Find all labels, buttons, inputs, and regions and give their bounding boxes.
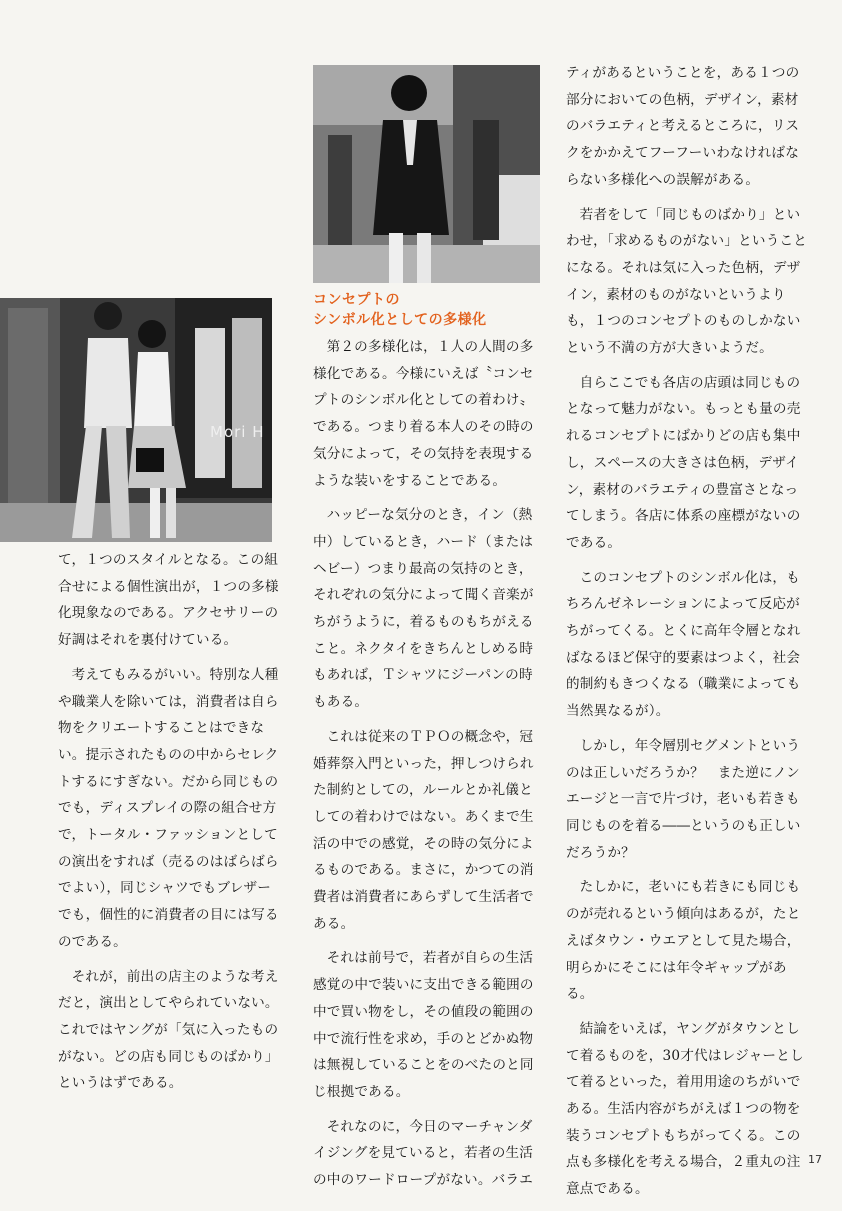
paragraph: このコンセプトのシンボル化は，もちろんゼネレーションによって反応がちがってくる。とくに高年令層となればなるほど保守的要素はつよく，社会的制約もきつくなる（職業によっても当然異なるが）。 (566, 569, 801, 720)
section-heading-line1: コンセプトの (313, 292, 400, 308)
paragraph: たしかに，老いにも若きにも同じものが売れるという傾向はあるが，たとえばタウン・ウエアとして見た場合，明らかにそこには年令ギャップがある。 (566, 879, 801, 1003)
paragraph: ハッピーな気分のとき，イン（熱中）しているとき，ハード（またはヘビー）つまり最高の気持のとき，それぞれの気分によって聞く音楽がちがうように，着るものもちがえること。ネクタイをきちんとしめる時もあれば，Ｔシャツにジーパンの時もある。 (313, 507, 534, 711)
paragraph: それが，前出の店主のような考えだと，演出としてやられていない。これではヤングが「気に入ったものがない。どの店も同じものばかり」というはずである。 (58, 968, 279, 1092)
paragraph: それなのに，今日のマーチャンダイジングを見ていると，若者の生活の中のワードロープがない。バラエ (313, 1118, 534, 1189)
paragraph: て，１つのスタイルとなる。この組合せによる個性演出が，１つの多様化現象なのである。アクセサリーの好調はそれを裏付けている。 (58, 552, 279, 649)
paragraph: これは従来のＴＰＯの概念や，冠婚葬祭入門といった，押しつけられた制約としての，ルールとか礼儀としての着わけではない。あくまで生活の中での感覚，その時の気分によるものである。まさに，かつての消費者は消費者にあらずして生活者である。 (313, 728, 534, 932)
section-heading-line2: シンボル化としての多様化 (313, 312, 487, 328)
storefront-sign: Mori H (210, 423, 265, 441)
paragraph: 結論をいえば，ヤングがタウンとして着るものを，30才代はレジャーとして着るといった，着用用途のちがいである。生活内容がちがえば１つの物を装うコンセプトもちがってくる。この点も多様化を考える場合，２重丸の注意点である。 (566, 1020, 804, 1198)
paragraph: しかし，年令層別セグメントというのは正しいだろうか？ また逆にノンエージと一言で片づけ，老いも若きも同じものを着る――というのも正しいだろうか？ (566, 737, 801, 861)
text-column-3 (566, 60, 808, 1211)
paragraph: 自らここでも各店の店頭は同じものとなって魅力がない。もっとも量の売れるコンセプトにばかりどの店も集中し，スペースの大きさは色柄，デザイン，素材のバラエティの豊富さとなってしまう。各店に体系の座標がないのである。 (566, 374, 801, 551)
paragraph: 第２の多様化は，１人の人間の多様化である。今様にいえば〝コンセプトのシンボル化としての着わけ〟である。つまり着る本人のその時の気分によって，その気持を表現するような装いをすることである。 (313, 339, 534, 489)
paragraph: 考えてもみるがいい。特別な人種や職業人を除いては，消費者は自ら物をクリエートすることはできない。提示されたものの中からセレクトするにすぎない。だから同じものでも，ディスプレイの際の組合せ方で，トータル・ファッションとしての演出をすれば（売るのはばらばらでよい），同じシャツでもブレザーでも，個性的に消費者の目には写るのである。 (58, 666, 279, 950)
paragraph: それは前号で，若者が自らの生活感覚の中で装いに支出できる範囲の中で買い物をし，その値段の範囲の中で流行性を求め，手のとどかぬ物は無視していることをのべたのと同じ根拠である。 (313, 950, 534, 1100)
paragraph: 若者をして「同じものばかり」といわせ，「求めるものがない」ということになる。それは気に入った色柄，デザイン，素材のものがないというよりも，１つのコンセプトのものしかないという不満の方が大きいようだ。 (566, 206, 808, 357)
page-number: 17 (808, 1153, 822, 1166)
street-photo-left (0, 298, 272, 542)
paragraph: ティがあるということを，ある１つの部分においての色柄，デザイン，素材のバラエティと考えるところに，リスクをかかえてフーフーいわなければならない多様化への誤解がある。 (566, 65, 800, 188)
text-column-1 (58, 547, 280, 1105)
section-heading (313, 290, 487, 330)
street-photo-right (313, 65, 540, 283)
text-column-2 (313, 334, 541, 1202)
